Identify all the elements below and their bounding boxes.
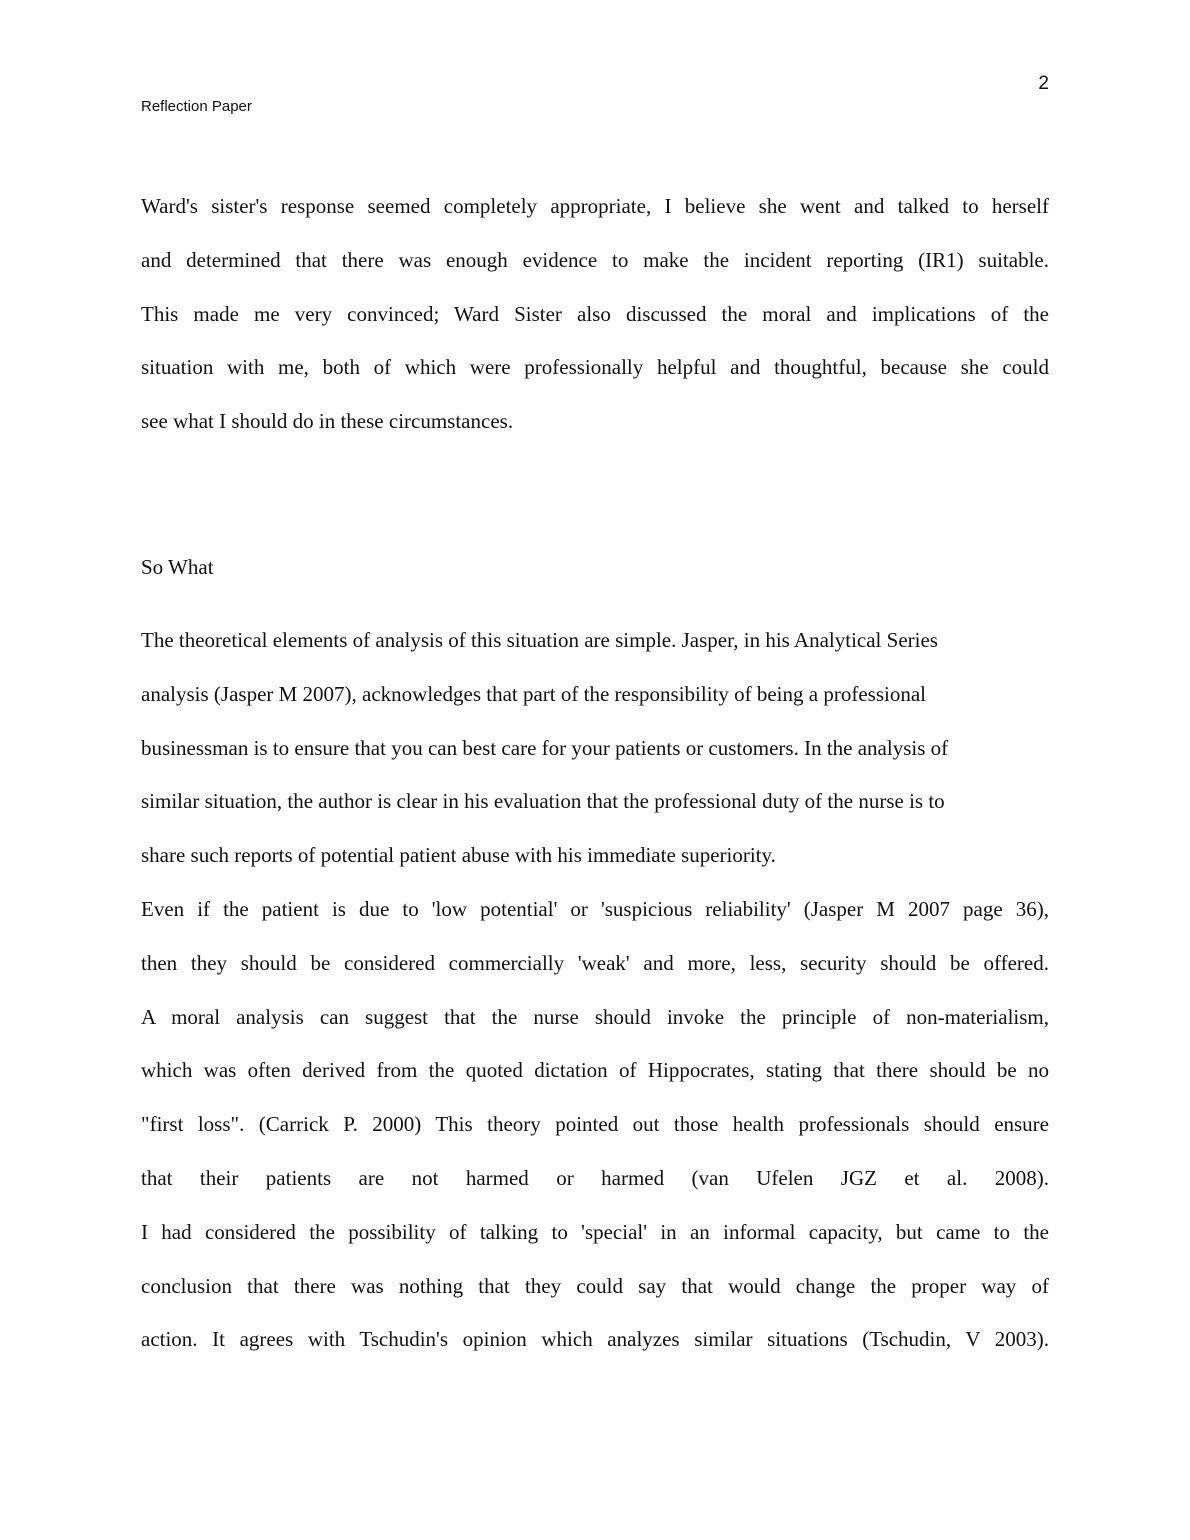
paragraph-line: share such reports of potential patient abuse with his immediate superiority. — [141, 843, 776, 868]
paragraph-line: conclusion that there was nothing that they could say that would change the proper way of — [141, 1273, 1049, 1298]
paragraph-line: see what I should do in these circumstances. — [141, 409, 514, 434]
paragraph-ward-sister-response — [141, 180, 1049, 449]
paragraph-line: This made me very convinced; Ward Sister also discussed the moral and implications of the — [141, 301, 1049, 326]
paragraph-moral-analysis — [141, 883, 1049, 1367]
paragraph-line: The theoretical elements of analysis of this situation are simple. Jasper, in his Analytical Series — [141, 628, 938, 652]
paragraph-line: businessman is to ensure that you can best care for your patients or customers. In the analysis of — [141, 735, 949, 760]
paragraph-line: Even if the patient is due to 'low potential' or 'suspicious reliability' (Jasper M 2007 page 36), — [141, 897, 1049, 921]
paragraph-line: which was often derived from the quoted dictation of Hippocrates, stating that there should be no — [141, 1058, 1049, 1083]
paragraph-line: similar situation, the author is clear in his evaluation that the professional duty of the nurse is to — [141, 789, 945, 814]
paragraph-theoretical-elements — [141, 614, 1049, 883]
paragraph-line: Ward's sister's response seemed completely appropriate, I believe she went and talked to herself — [141, 194, 1049, 218]
page-number: 2 — [1038, 73, 1049, 94]
paragraph-line: action. It agrees with Tschudin's opinion which analyzes similar situations (Tschudin, V 2003). — [141, 1327, 1049, 1352]
paragraph-line: A moral analysis can suggest that the nurse should invoke the principle of non-materialism, — [141, 1004, 1049, 1029]
paragraph-line: that their patients are not harmed or harmed (van Ufelen JGZ et al. 2008). — [141, 1165, 1049, 1190]
section-heading-so-what: So What — [141, 555, 214, 579]
running-head: Reflection Paper — [141, 98, 252, 115]
paragraph-line: I had considered the possibility of talking to 'special' in an informal capacity, but came to the — [141, 1219, 1049, 1244]
paragraph-line: analysis (Jasper M 2007), acknowledges that part of the responsibility of being a professional — [141, 681, 926, 706]
paragraph-line: and determined that there was enough evidence to make the incident reporting (IR1) suitable. — [141, 247, 1049, 272]
paragraph-line: "first loss". (Carrick P. 2000) This theory pointed out those health professionals should ensure — [141, 1112, 1049, 1137]
paragraph-line: then they should be considered commercially 'weak' and more, less, security should be offered. — [141, 950, 1049, 975]
paragraph-line: situation with me, both of which were professionally helpful and thoughtful, because she could — [141, 355, 1049, 380]
